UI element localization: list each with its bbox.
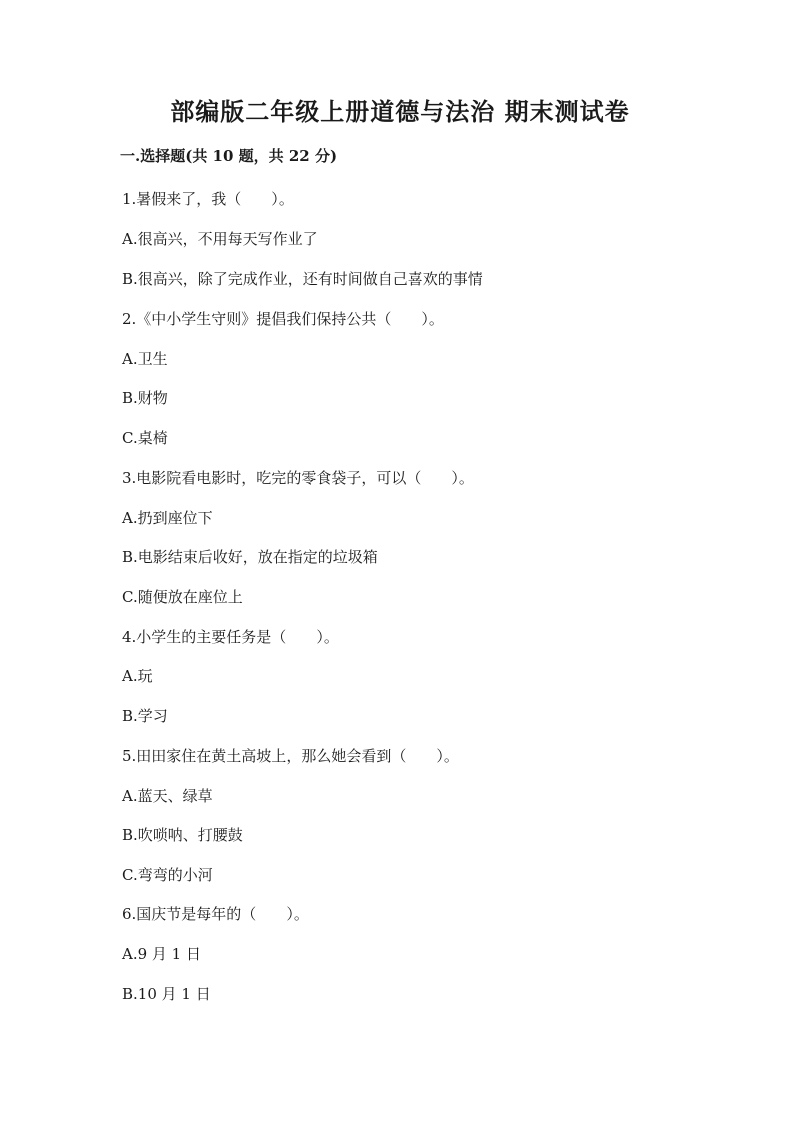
question-4-option-b: B.学习: [122, 707, 168, 725]
question-3-option-b: B.电影结束后收好，放在指定的垃圾箱: [122, 548, 378, 566]
question-2-stem: 2.《中小学生守则》提倡我们保持公共（ ）。: [122, 310, 444, 328]
question-5-option-b: B.吹唢呐、打腰鼓: [122, 826, 243, 844]
question-1-option-a: A.很高兴，不用每天写作业了: [122, 230, 318, 248]
question-1-option-b: B.很高兴，除了完成作业，还有时间做自己喜欢的事情: [122, 270, 483, 288]
question-2-option-c: C.桌椅: [122, 429, 168, 447]
question-5-stem: 5.田田家住在黄土高坡上，那么她会看到（ ）。: [122, 747, 459, 765]
question-4-option-a: A.玩: [122, 667, 153, 685]
page-title: 部编版二年级上册道德与法治 期末测试卷: [170, 97, 630, 126]
section-heading: 一.选择题(共 10 题，共 22 分): [120, 147, 338, 165]
question-6-option-b: B.10 月 1 日: [122, 985, 211, 1003]
question-2-option-a: A.卫生: [122, 350, 168, 368]
question-4-stem: 4.小学生的主要任务是（ ）。: [122, 628, 339, 646]
question-2-option-b: B.财物: [122, 389, 168, 407]
question-5-option-c: C.弯弯的小河: [122, 866, 213, 884]
question-3-option-a: A.扔到座位下: [122, 509, 213, 527]
question-1-stem: 1.暑假来了，我（ ）。: [122, 190, 294, 208]
question-5-option-a: A.蓝天、绿草: [122, 787, 213, 805]
question-6-stem: 6.国庆节是每年的（ ）。: [122, 905, 309, 923]
question-3-stem: 3.电影院看电影时，吃完的零食袋子，可以（ ）。: [122, 469, 474, 487]
question-3-option-c: C.随便放在座位上: [122, 588, 243, 606]
question-6-option-a: A.9 月 1 日: [122, 945, 201, 963]
